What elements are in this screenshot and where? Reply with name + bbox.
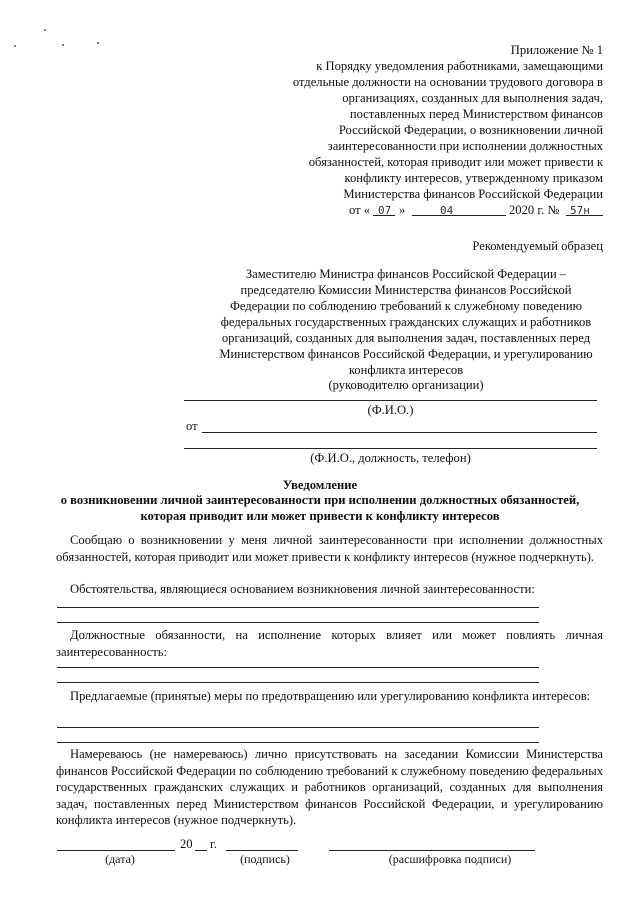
measures-field[interactable] <box>57 742 539 743</box>
appendix-line: Министерства финансов Российской Федерации <box>343 187 603 201</box>
appendix-line: организациях, созданных для выполнения задач, <box>342 91 603 105</box>
date-month: 04 <box>440 204 454 217</box>
notice-paragraph-4 <box>56 688 603 705</box>
paragraph-text: Намереваюсь (не намереваюсь) лично присутствовать на заседании Комиссии Министерства финансов Российской Федерации по соблюдению требований к служебному поведению федеральных государственных гражданских служащих и работников организаций, созданных для выполнения задач, поставленных перед Министерством финансов Российской Федерации, и урегулированию конфликта интересов (нужное подчеркнуть). <box>56 747 603 827</box>
notice-paragraph-1 <box>56 532 603 565</box>
scan-speck <box>44 29 46 31</box>
notice-paragraph-5 <box>56 746 603 829</box>
addressee-line: Федерации по соблюдению требований к служебному поведению <box>229 299 583 313</box>
appendix-line: заинтересованности при исполнении должностных <box>327 139 603 153</box>
addressee-line: организаций, созданных для выполнения задач, поставленных перед <box>221 331 591 345</box>
addressee-caption: (руководителю организации) <box>328 378 484 392</box>
fio-field[interactable] <box>184 400 597 401</box>
addressee-line: председателю Комиссии Министерства финансов Российской <box>240 283 572 297</box>
year-field[interactable] <box>195 850 207 851</box>
date-year: 2020 г. № <box>509 203 560 217</box>
paragraph-text: Обстоятельства, являющиеся основанием возникновения личной заинтересованности: <box>70 582 535 596</box>
paragraph-text: Сообщаю о возникновении у меня личной заинтересованности при исполнении должностных обязанностей, которая приводит или может привести к конфликту интересов (нужное подчеркнуть). <box>56 533 603 564</box>
sample-label: Рекомендуемый образец <box>472 239 603 253</box>
addressee-line: Министерством финансов Российской Федерации, и урегулированию <box>219 347 593 361</box>
fio-caption: (Ф.И.О.) <box>367 403 414 417</box>
order-number: 57н <box>570 204 590 217</box>
notice-paragraph-3 <box>56 627 603 660</box>
appendix-line: обязанностей, которая приводит или может привести к <box>308 155 603 169</box>
date-day: 07 <box>378 204 392 217</box>
from-caption: (Ф.И.О., должность, телефон) <box>310 451 471 465</box>
notice-paragraph-2 <box>56 581 603 598</box>
from-field-2[interactable] <box>184 448 597 449</box>
paragraph-text: Предлагаемые (принятые) меры по предотвращению или урегулированию конфликта интересов: <box>70 689 591 703</box>
addressee-line: конфликта интересов <box>348 363 464 377</box>
year-prefix: 20 <box>180 837 193 851</box>
appendix-title: Приложение № 1 <box>510 43 603 57</box>
duties-field[interactable] <box>57 667 539 668</box>
notice-subtitle: о возникновении личной заинтересованности при исполнении должностных обязанностей, <box>60 493 580 507</box>
date-caption: (дата) <box>105 852 135 866</box>
scan-speck <box>97 42 99 44</box>
circumstances-field[interactable] <box>57 622 539 623</box>
from-field[interactable] <box>202 432 597 433</box>
scan-speck <box>14 45 16 47</box>
signature-caption: (подпись) <box>240 852 290 866</box>
date-prefix: от « <box>349 203 371 217</box>
from-label: от <box>186 419 198 433</box>
decode-caption: (расшифровка подписи) <box>388 852 512 866</box>
addressee-line: Заместителю Министра финансов Российской Федерации – <box>245 267 567 281</box>
paragraph-text: Должностные обязанности, на исполнение которых влияет или может повлиять личная заинтересованность: <box>56 628 603 659</box>
appendix-line: к Порядку уведомления работниками, замещающими <box>316 59 603 73</box>
scan-speck <box>62 44 64 46</box>
notice-subtitle: которая приводит или может привести к конфликту интересов <box>140 509 500 523</box>
appendix-line: конфликту интересов, утвержденному приказом <box>344 171 603 185</box>
notice-title: Уведомление <box>282 478 358 492</box>
appendix-line: Российской Федерации, о возникновении личной <box>338 123 603 137</box>
appendix-line: отдельные должности на основании трудового договора в <box>292 75 603 89</box>
measures-field[interactable] <box>57 727 539 728</box>
date-close-quote: » <box>399 203 406 217</box>
duties-field[interactable] <box>57 682 539 683</box>
year-suffix: г. <box>210 837 217 851</box>
circumstances-field[interactable] <box>57 607 539 608</box>
addressee-line: федеральных государственных гражданских служащих и работников <box>220 315 592 329</box>
appendix-line: поставленных перед Министерством финансов <box>349 107 603 121</box>
